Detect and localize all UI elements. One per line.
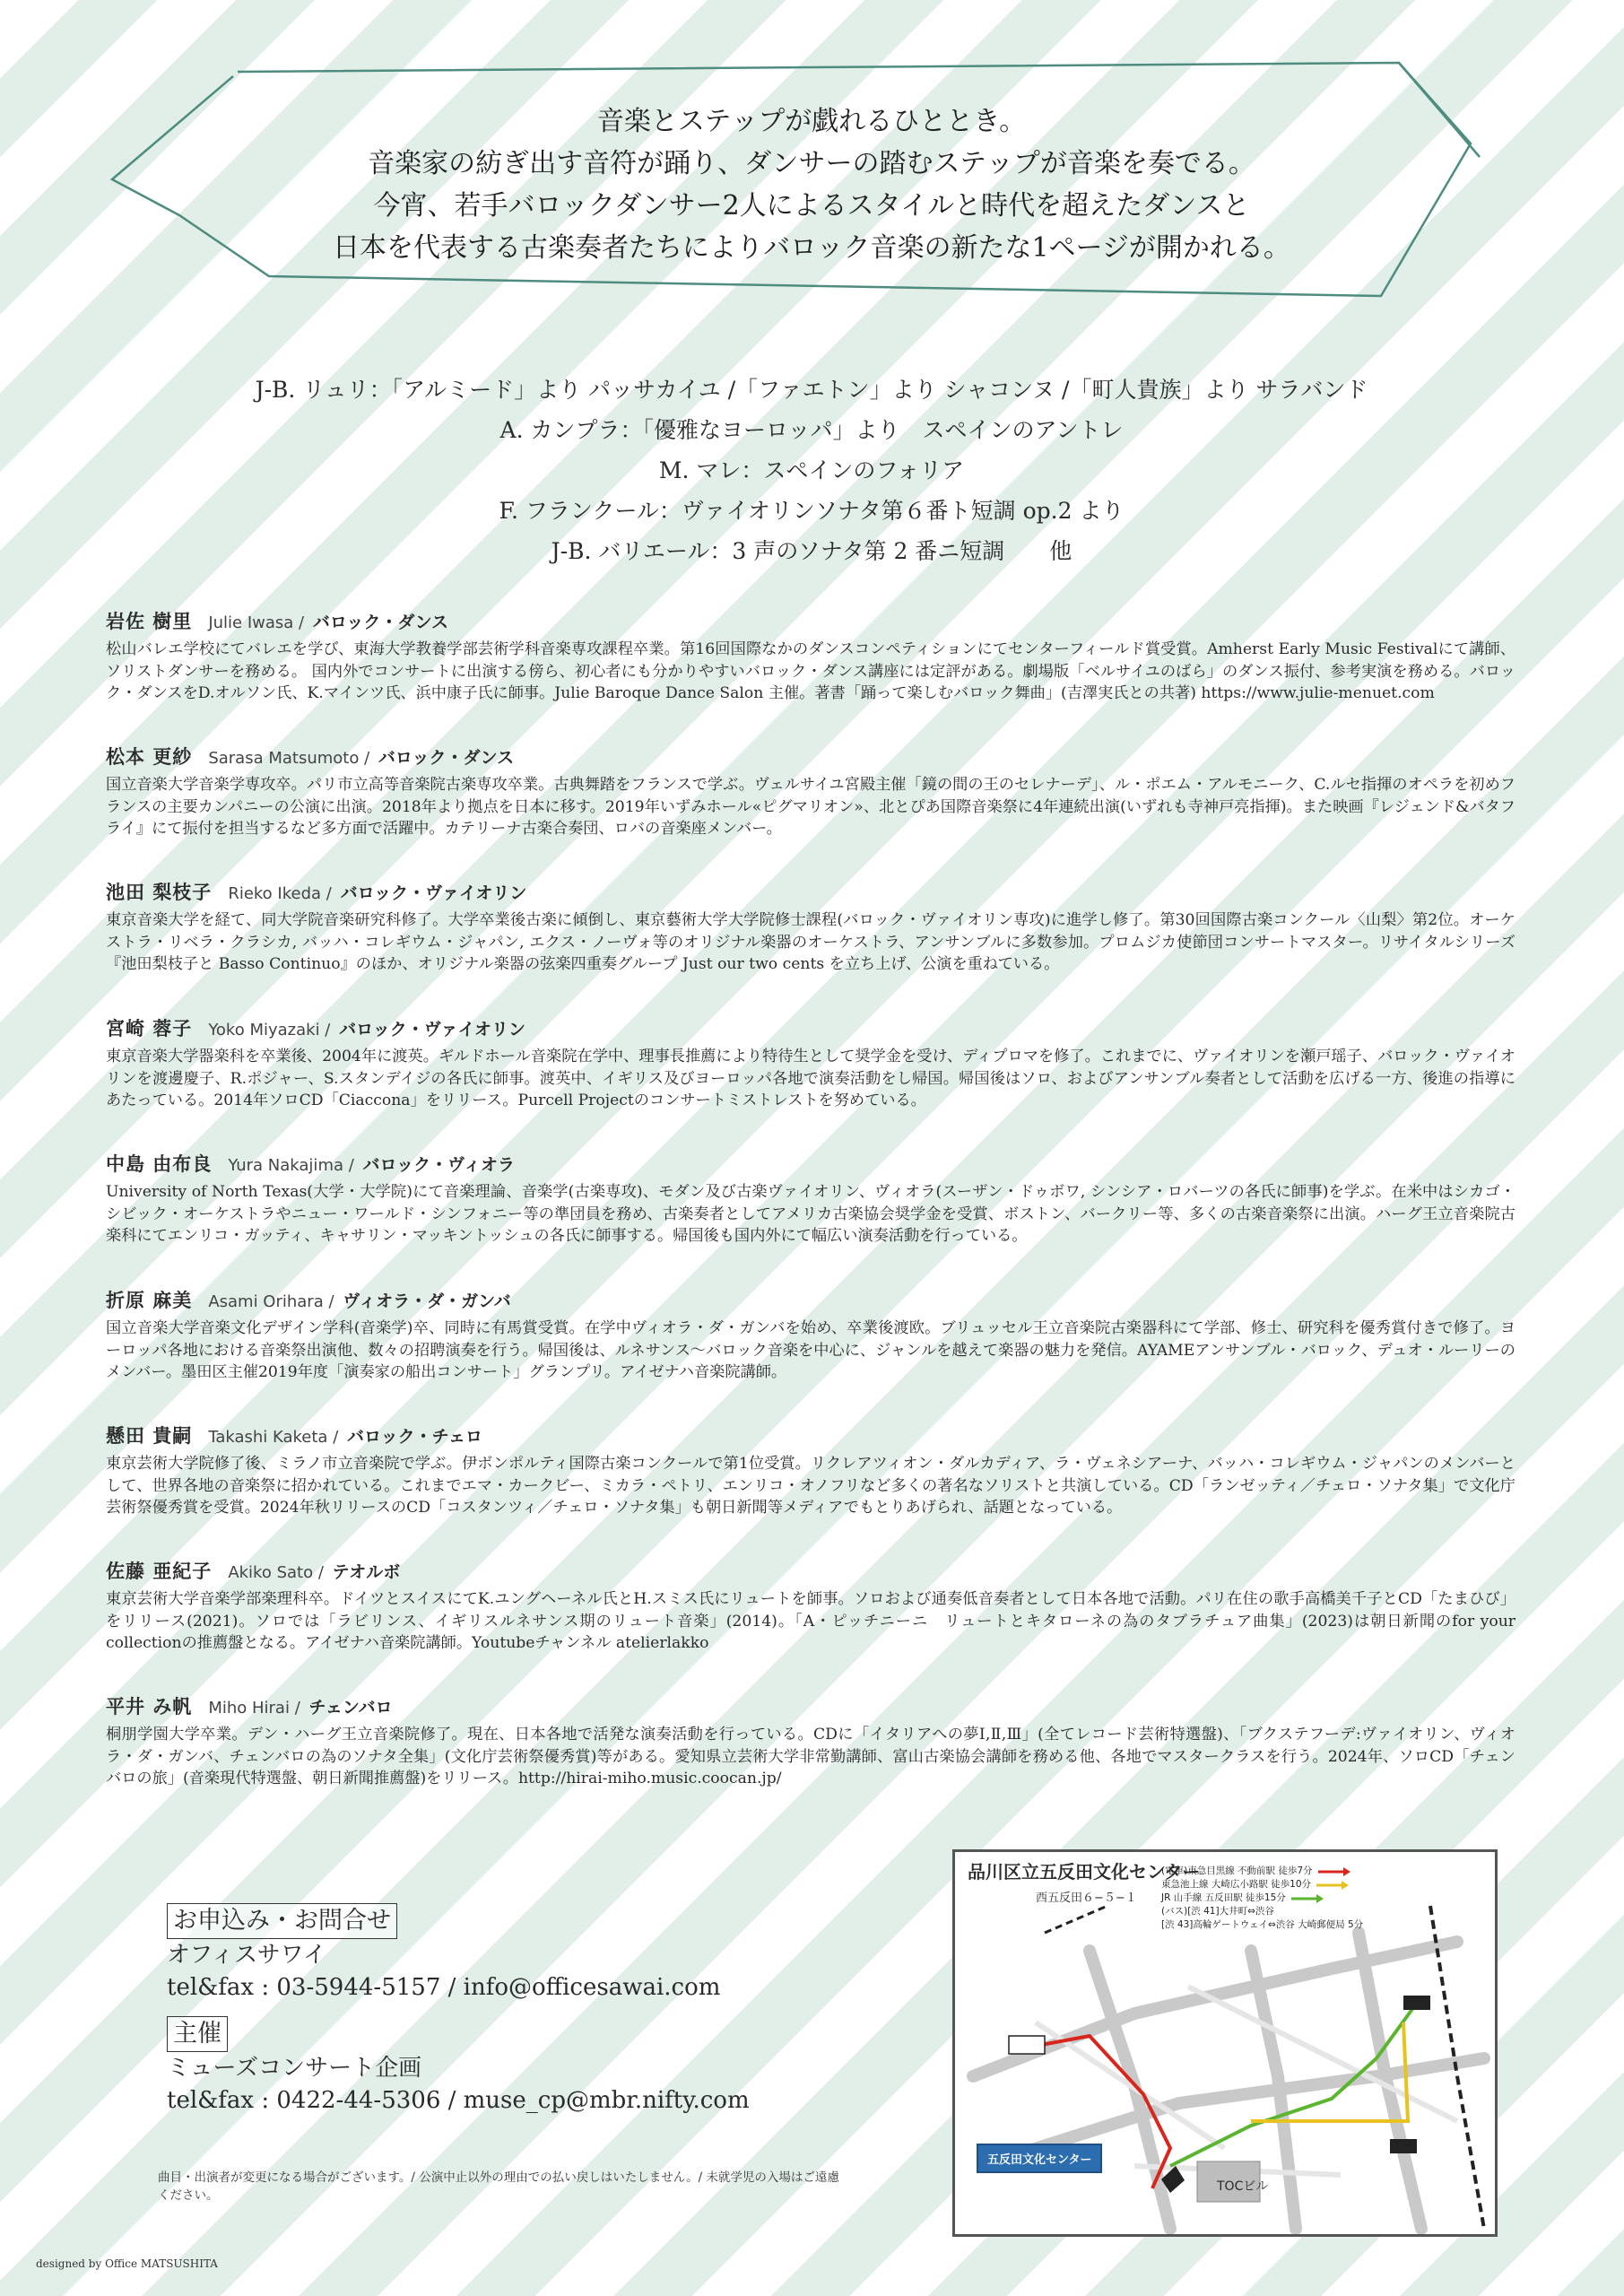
- bio-text: 国立音楽大学音楽学専攻卒。パリ市立高等音楽院古楽専攻卒業。古典舞踏をフランスで学ぶ。ヴェルサイユ宮殿主催「鏡の間の王のセレナーデ」、ル・ポエム・アルモニーク、C.ルセ指揮のオペラを初めフランスの主要カンパニーの公演に出演。2018年より拠点を日本に移す。2019年いずみホール«ピグマリオン»、北とぴあ国際音楽祭に4年連続出演(いずれも寺神戸亮指揮)。また映画『レジェンド&バタフライ』にて振付を担当するなど多方面で活躍中。カテリーナ古楽合奏団、ロバの音楽座メンバー。: [106, 776, 1515, 838]
- bio-roman-name: Julie Iwasa: [208, 613, 294, 632]
- map-legend: [1161, 1865, 1363, 1932]
- bio-yura-nakajima: 中島 由布良 Yura Nakajima / バロック・ヴィオラ University of North Texas(大学・大学院)にて音楽理論、音楽学(古楽専攻)、モダン及び古楽ヴァイオリン、ヴィオラ(スーザン・ドゥボワ, シンシア・ロバーツの各氏に師事)を学ぶ。在米中はシカゴ・シビック・オーケストラやニュー・ワールド・シンフォニー等の準団員を務め、古楽奏者としてアメリカ古楽協会奨学金を受賞、ボストン、バークリー等、多くの古楽音楽祭に出演。ハーグ王立音楽院古楽科にてエンリコ・ガッティ、キャサリン・マッキントッシュの各氏に師事する。帰国後も国内外にて幅広い演奏活動を行っている。: [106, 1151, 1515, 1287]
- bio-asami-orihara: 折原 麻美 Asami Orihara / ヴィオラ・ダ・ガンバ 国立音楽大学音楽文化デザイン学科(音楽学)卒、同時に有馬賞受賞。在学中ヴィオラ・ダ・ガンバを始め、卒業後渡欧。ブリュッセル王立音楽院古楽器科にて学部、修士、研究科を優秀賞付きで修了。ヨーロッパ各地における音楽祭出演他、数々の招聘演奏を行う。帰国後は、ルネサンス〜バロック音楽を中心に、ジャンルを越えて楽器の魅力を発信。AYAMEアンサンブル・バロック、デュオ・ルーリーのメンバー。墨田区主催2019年度「演奏家の船出コンサート」グランプリ。アイゼナハ音楽院講師。: [106, 1287, 1515, 1422]
- inquiry-tel: tel&fax : 03-5944-5157 / info@officesawai.com: [167, 1974, 721, 2001]
- program-item: M. マレ：スペインのフォリア: [658, 457, 965, 483]
- inquiry-label: お申込み・お問合せ: [167, 1903, 397, 1939]
- bio-roman-name: Miho Hirai: [208, 1699, 290, 1718]
- bio-name: 宮崎 蓉子: [106, 1017, 193, 1039]
- bio-roman-name: Takashi Kaketa: [208, 1428, 328, 1447]
- intro-line: 音楽家の紡ぎ出す音符が踊り、ダンサーの踏むステップが音楽を奏でる。: [368, 148, 1255, 179]
- bio-text: 東京芸術大学院修了後、ミラノ市立音楽院で学ぶ。伊ボンポルティ国際古楽コンクールで第1位受賞。リクレアツィオン・ダルカディア、ラ・ヴェネシアーナ、バッハ・コレギウム・ジャパンのメンバーとして、世界各地の音楽祭に招かれている。これまでエマ・カークビー、ミカラ・ペトリ、エンリコ・オノフリなど多くの著名なソリストと共演している。CD「ランゼッティ／チェロ・ソナタ集」で文化庁芸術祭優秀賞を受賞。2024年秋リリースのCD「コスタンツィ／チェロ・ソナタ集」も朝日新聞等メディアでもとりあげられ、話題となっている。: [106, 1455, 1515, 1517]
- bio-name: 中島 由布良: [106, 1152, 213, 1175]
- bio-text: University of North Texas(大学・大学院)にて音楽理論、音楽学(古楽専攻)、モダン及び古楽ヴァイオリン、ヴィオラ(スーザン・ドゥボワ, シンシア・ロバーツの各氏に師事)を学ぶ。在米中はシカゴ・シビック・オーケストラやニュー・ワールド・シンフォニー等の準団員を務め、古楽奏者としてアメリカ古楽協会奨学金を受賞、ボストン、バークリー等、多くの古楽音楽祭に出演。ハーグ王立音楽院古楽科にてエンリコ・ガッティ、キャサリン・マッキントッシュの各氏に師事する。帰国後も国内外にて幅広い演奏活動を行っている。: [106, 1183, 1515, 1245]
- yellow-arrow-icon: [1316, 1881, 1349, 1890]
- legend-item: (バス)[渋 41]大井町⇔渋谷: [1161, 1906, 1274, 1917]
- bio-role: バロック・ヴァイオリン: [339, 1020, 525, 1039]
- host-label: 主催: [167, 2016, 228, 2052]
- bio-role: チェンバロ: [308, 1698, 393, 1718]
- inquiry-name: オフィスサワイ: [167, 1942, 326, 1969]
- program-item: J-B. バリエール：3 声のソナタ第 2 番ニ短調 他: [551, 538, 1073, 564]
- performer-bios: [106, 608, 1515, 1819]
- bio-name: 岩佐 樹里: [106, 610, 193, 632]
- bio-name: 池田 梨枝子: [106, 881, 213, 903]
- bio-takashi-kaketa: 懸田 貴嗣 Takashi Kaketa / バロック・チェロ 東京芸術大学院修了後、ミラノ市立音楽院で学ぶ。伊ボンポルティ国際古楽コンクールで第1位受賞。リクレアツィオン・ダルカディア、ラ・ヴェネシアーナ、バッハ・コレギウム・ジャパンのメンバーとして、世界各地の音楽祭に招かれている。これまでエマ・カークビー、ミカラ・ペトリ、エンリコ・オノフリなど多くの著名なソリストと共演している。CD「ランゼッティ／チェロ・ソナタ集」で文化庁芸術祭優秀賞を受賞。2024年秋リリースのCD「コスタンツィ／チェロ・ソナタ集」も朝日新聞等メディアでもとりあげられ、話題となっている。: [106, 1422, 1515, 1558]
- bio-role: バロック・ダンス: [312, 613, 449, 632]
- legend-item: 東急池上線 大崎広小路駅 徒歩10分: [1161, 1878, 1363, 1892]
- bio-role: バロック・ダンス: [378, 748, 515, 768]
- bio-roman-name: Yoko Miyazaki: [208, 1021, 320, 1039]
- bio-role: バロック・ヴィオラ: [362, 1155, 516, 1175]
- designer-credit: designed by Office MATSUSHITA: [36, 2257, 218, 2270]
- bio-text: 国立音楽大学音楽文化デザイン学科(音楽学)卒、同時に有馬賞受賞。在学中ヴィオラ・ダ・ガンバを始め、卒業後渡欧。ブリュッセル王立音楽院古楽器科にて学部、修士、研究科を優秀賞付きで修了。ヨーロッパ各地における音楽祭出演他、数々の招聘演奏を行う。帰国後は、ルネサンス〜バロック音楽を中心に、ジャンルを越えて楽器の魅力を発信。AYAMEアンサンブル・バロック、デュオ・ルーリーのメンバー。墨田区主催2019年度「演奏家の船出コンサート」グランプリ。アイゼナハ音楽院講師。: [106, 1319, 1515, 1381]
- bio-sarasa-matsumoto: 松本 更紗 Sarasa Matsumoto / バロック・ダンス 国立音楽大学音楽学専攻卒。パリ市立高等音楽院古楽専攻卒業。古典舞踏をフランスで学ぶ。ヴェルサイユ宮殿主催「鏡の間の王のセレナーデ」、ル・ポエム・アルモニーク、C.ルセ指揮のオペラを初めフランスの主要カンパニーの公演に出演。2018年より拠点を日本に移す。2019年いずみホール«ピグマリオン»、北とぴあ国際音楽祭に4年連続出演(いずれも寺神戸亮指揮)。また映画『レジェンド&バタフライ』にて振付を担当するなど多方面で活躍中。カテリーナ古楽合奏団、ロバの音楽座メンバー。: [106, 744, 1515, 879]
- bio-text: 東京芸術大学音楽学部楽理科卒。ドイツとスイスにてK.ユングヘーネル氏とH.スミス氏にリュートを師事。ソロおよび通奏低音奏者として日本各地で活動。パリ在住の歌手高橋美千子とCD「たまひび」をリリース(2021)。ソロでは「ラビリンス、イギリスルネサンス期のリュート音楽」(2014)。「A・ピッチニーニ リュートとキタローネの為のタブラチュア曲集」(2023)は朝日新聞のfor your collectionの推薦盤となる。アイゼナハ音楽院講師。Youtubeチャンネル atelierlakko: [106, 1590, 1515, 1652]
- bio-name: 折原 麻美: [106, 1289, 193, 1311]
- intro-line: 音楽とステップが戯れるひととき。: [596, 106, 1027, 137]
- bio-roman-name: Sarasa Matsumoto: [208, 749, 360, 768]
- legend-item: [渋 43]高輪ゲートウェイ⇔渋谷 大崎郵便局 5分: [1161, 1919, 1364, 1930]
- legend-item: (電車)東急目黒線 不動前駅 徒歩7分: [1161, 1865, 1363, 1878]
- notes: 曲目・出演者が変更になる場合がございます。/ 公演中止以外の理由での払い戻しはいたしません。/ 未就学児の入場はご遠慮ください。: [158, 2170, 839, 2203]
- program-item: A. カンプラ：「優雅なヨーロッパ」より スペインのアントレ: [499, 417, 1124, 443]
- bio-akiko-sato: 佐藤 亜紀子 Akiko Sato / テオルボ 東京芸術大学音楽学部楽理科卒。ドイツとスイスにてK.ユングヘーネル氏とH.スミス氏にリュートを師事。ソロおよび通奏低音奏者として日本各地で活動。パリ在住の歌手高橋美千子とCD「たまひび」をリリース(2021)。ソロでは「ラビリンス、イギリスルネサンス期のリュート音楽」(2014)。「A・ピッチニーニ リュートとキタローネの為のタブラチュア曲集」(2023)は朝日新聞のfor your collectionの推薦盤となる。アイゼナハ音楽院講師。Youtubeチャンネル atelierlakko: [106, 1558, 1515, 1693]
- bio-role: バロック・チェロ: [346, 1427, 483, 1447]
- bio-yoko-miyazaki: 宮崎 蓉子 Yoko Miyazaki / バロック・ヴァイオリン 東京音楽大学器楽科を卒業後、2004年に渡英。ギルドホール音楽院在学中、理事長推薦により特待生として奨学金を受け、ディプロマを修了。これまでに、ヴァイオリンを瀬戸瑶子、バロック・ヴァイオリンを渡邊慶子、R.ポジャー、S.スタンデイジの各氏に師事。渡英中、イギリス及びヨーロッパ各地で演奏活動をし帰国。帰国後はソロ、およびアンサンブル奏者として活動を広げる一方、後進の指導にあたっている。2014年ソロCD「Ciaccona」をリリース。Purcell Projectのコンサートミストレストを努めている。: [106, 1015, 1515, 1151]
- bio-role: ヴィオラ・ダ・ガンバ: [343, 1292, 511, 1311]
- map-address: 西五反田６−５−１: [1036, 1892, 1137, 1905]
- access-map: [952, 1849, 1498, 2237]
- bio-name: 佐藤 亜紀子: [106, 1560, 213, 1582]
- bio-roman-name: Yura Nakajima: [228, 1156, 344, 1175]
- bio-julie-iwasa: 岩佐 樹里 Julie Iwasa / バロック・ダンス 松山バレエ学校にてバレエを学び、東海大学教養学部芸術学科音楽専攻課程卒業。第16回国際なかのダンスコンペティションにてセンターフィールド賞受賞。Amherst Early Music Festivalにて講師、ソリストダンサーを務める。 国内外でコンサートに出演する傍ら、初心者にも分かりやすいバロック・ダンス講座には定評がある。劇場版「ベルサイユのばら」のダンス振付、参考実演を務める。バロック・ダンスをD.オルソン氏、K.マインツ氏、浜中康子氏に師事。Julie Baroque Dance Salon 主催。著書「踊って楽しむバロック舞曲」(吉澤実氏との共著) https://www.julie-menuet.com: [106, 608, 1515, 744]
- map-building-label: TOCビル: [1217, 2179, 1269, 2194]
- bio-rieko-ikeda: 池田 梨枝子 Rieko Ikeda / バロック・ヴァイオリン 東京音楽大学を経て、同大学院音楽研究科修了。大学卒業後古楽に傾倒し、東京藝術大学大学院修士課程(バロック・ヴァイオリン専攻)に進学し修了。第30回国際古楽コンクール〈山梨〉第2位。オーケストラ・リベラ・クラシカ, バッハ・コレギウム・ジャパン, エクス・ノーヴォ等のオリジナル楽器のオーケストラ、アンサンブルに多数参加。プロムジカ使節団コンサートマスター。リサイタルシリーズ『池田梨枝子と Basso Continuo』のほか、オリジナル楽器の弦楽四重奏グループ Just our two cents を立ち上げ、公演を重ねている。: [106, 879, 1515, 1015]
- intro-line: 日本を代表する古楽奏者たちによりバロック音楽の新たな1ページが開かれる。: [333, 232, 1290, 264]
- program-item: J-B. リュリ：「アルミード」より パッサカイユ /「ファエトン」より シャコンヌ /「町人貴族」より サラバンド: [255, 377, 1368, 403]
- bio-name: 松本 更紗: [106, 745, 193, 768]
- bio-text: 東京音楽大学を経て、同大学院音楽研究科修了。大学卒業後古楽に傾倒し、東京藝術大学大学院修士課程(バロック・ヴァイオリン専攻)に進学し修了。第30回国際古楽コンクール〈山梨〉第2位。オーケストラ・リベラ・クラシカ, バッハ・コレギウム・ジャパン, エクス・ノーヴォ等のオリジナル楽器のオーケストラ、アンサンブルに多数参加。プロムジカ使節団コンサートマスター。リサイタルシリーズ『池田梨枝子と Basso Continuo』のほか、オリジナル楽器の弦楽四重奏グループ Just our two cents を立ち上げ、公演を重ねている。: [106, 911, 1515, 973]
- legend-item: JR 山手線 五反田駅 徒歩15分: [1161, 1892, 1363, 1905]
- contact-block: [167, 1903, 795, 2117]
- bio-roman-name: Rieko Ikeda: [228, 884, 322, 903]
- bio-text: 東京音楽大学器楽科を卒業後、2004年に渡英。ギルドホール音楽院在学中、理事長推薦により特待生として奨学金を受け、ディプロマを修了。これまでに、ヴァイオリンを瀬戸瑶子、バロック・ヴァイオリンを渡邊慶子、R.ポジャー、S.スタンデイジの各氏に師事。渡英中、イギリス及びヨーロッパ各地で演奏活動をし帰国。帰国後はソロ、およびアンサンブル奏者として活動を広げる一方、後進の指導にあたっている。2014年ソロCD「Ciaccona」をリリース。Purcell Projectのコンサートミストレストを努めている。: [106, 1048, 1515, 1109]
- bio-text: 桐朋学園大学卒業。デン・ハーグ王立音楽院修了。現在、日本各地で活発な演奏活動を行っている。CDに「イタリアへの夢Ⅰ,Ⅱ,Ⅲ」(全てレコード芸術特選盤)、「ブクステフーデ:ヴァイオリン、ヴィオラ・ダ・ガンバ、チェンバロの為のソナタ全集」(文化庁芸術祭優秀賞)等がある。愛知県立芸術大学非常勤講師、富山古楽協会講師を務める他、各地でマスタークラスを行う。2024年、ソロCD「チェンバロの旅」(音楽現代特選盤、朝日新聞推薦盤)をリリース。http://hirai-miho.music.coocan.jp/: [106, 1726, 1515, 1787]
- host-tel: tel&fax : 0422-44-5306 / muse_cp@mbr.nifty.com: [167, 2087, 750, 2114]
- intro-text: [170, 100, 1453, 269]
- red-arrow-icon: [1318, 1867, 1350, 1876]
- map-title: 品川区立五反田文化センター: [968, 1861, 1201, 1883]
- host-name: ミューズコンサート企画: [167, 2055, 422, 2082]
- program-list: [135, 370, 1489, 571]
- bio-role: バロック・ヴァイオリン: [340, 883, 527, 903]
- bio-name: 懸田 貴嗣: [106, 1424, 193, 1447]
- bio-miho-hirai: 平井 み帆 Miho Hirai / チェンバロ 桐朋学園大学卒業。デン・ハーグ王立音楽院修了。現在、日本各地で活発な演奏活動を行っている。CDに「イタリアへの夢Ⅰ,Ⅱ,Ⅲ」(全てレコード芸術特選盤)、「ブクステフーデ:ヴァイオリン、ヴィオラ・ダ・ガンバ、チェンバロの為のソナタ全集」(文化庁芸術祭優秀賞)等がある。愛知県立芸術大学非常勤講師、富山古楽協会講師を務める他、各地でマスタークラスを行う。2024年、ソロCD「チェンバロの旅」(音楽現代特選盤、朝日新聞推薦盤)をリリース。http://hirai-miho.music.coocan.jp/: [106, 1693, 1515, 1819]
- bio-text: 松山バレエ学校にてバレエを学び、東海大学教養学部芸術学科音楽専攻課程卒業。第16回国際なかのダンスコンペティションにてセンターフィールド賞受賞。Amherst Early Music Festivalにて講師、ソリストダンサーを務める。 国内外でコンサートに出演する傍ら、初心者にも分かりやすいバロック・ダンス講座には定評がある。劇場版「ベルサイユのばら」のダンス振付、参考実演を務める。バロック・ダンスをD.オルソン氏、K.マインツ氏、浜中康子氏に師事。Julie Baroque Dance Salon 主催。著書「踊って楽しむバロック舞曲」(吉澤実氏との共著) https://www.julie-menuet.com: [106, 640, 1515, 702]
- intro-line: 今宵、若手バロックダンサー2人によるスタイルと時代を超えたダンスと: [373, 190, 1250, 222]
- bio-role: テオルボ: [332, 1562, 401, 1582]
- bio-roman-name: Asami Orihara: [208, 1292, 324, 1311]
- bio-roman-name: Akiko Sato: [228, 1563, 314, 1582]
- bio-name: 平井 み帆: [106, 1695, 193, 1718]
- program-item: F. フランクール：ヴァイオリンソナタ第６番ト短調 op.2 より: [499, 498, 1125, 524]
- map-venue-label: 五反田文化センター: [977, 2144, 1102, 2173]
- green-arrow-icon: [1291, 1894, 1324, 1903]
